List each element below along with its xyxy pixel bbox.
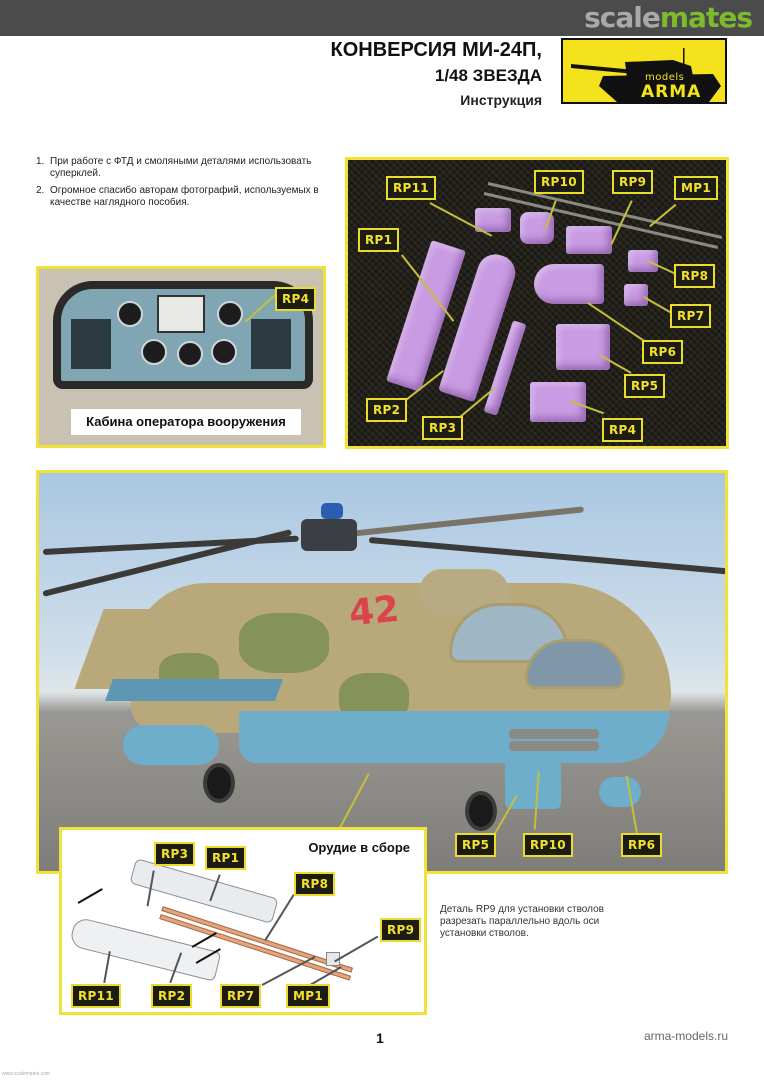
helicopter-photo: [36, 470, 728, 874]
cannon-barrel: [509, 729, 599, 739]
label-rp11: RP11: [386, 176, 436, 200]
label-rp4: RP4: [275, 287, 316, 311]
rotor-blade: [349, 506, 584, 537]
label-rp7: RP7: [220, 984, 261, 1008]
rotor-blade: [369, 537, 728, 574]
watermark-text: www.scalemates.com: [2, 1071, 51, 1077]
leader-line: [334, 936, 378, 962]
rotor-hub-cap: [321, 503, 343, 519]
gun-assembly-diagram: [59, 827, 427, 1015]
label-rp8: RP8: [674, 264, 715, 288]
rotor-hub: [301, 519, 357, 551]
label-rp8: RP8: [294, 872, 335, 896]
gauge-icon: [177, 341, 203, 367]
arma-models-logo: [561, 38, 727, 104]
note-item: [36, 185, 336, 209]
blue-underside: [239, 711, 669, 763]
note-number: 1.: [36, 156, 45, 167]
note-text: Огромное спасибо авторам фотографий, используемых в качестве наглядного пособия.: [50, 185, 319, 208]
gauge-icon: [141, 339, 167, 365]
part-rp9: [566, 226, 612, 254]
label-rp3: RP3: [422, 416, 463, 440]
website-link[interactable]: arma-models.ru: [643, 1029, 728, 1043]
page-number: 1: [376, 1030, 384, 1046]
note-number: 2.: [36, 185, 45, 196]
label-rp2: RP2: [366, 398, 407, 422]
leader-line: [103, 951, 110, 983]
logo-part-mates: mates: [659, 1, 752, 34]
label-rp6: RP6: [642, 340, 683, 364]
part-rp5: [556, 324, 610, 370]
page-title-block: [331, 38, 542, 110]
camo-patch: [239, 613, 329, 673]
label-mp1: MP1: [674, 176, 718, 200]
arrow-icon: [192, 932, 217, 947]
switch-panel: [71, 319, 111, 369]
cannon-barrel: [509, 741, 599, 751]
logo-models-text: models: [645, 72, 685, 83]
label-rp1: RP1: [358, 228, 399, 252]
logo-part-scale: scale: [584, 1, 660, 34]
label-rp5: RP5: [455, 833, 496, 857]
part-rp8: [628, 250, 658, 272]
part-rp1-housing: [129, 858, 278, 924]
logo-arma-text: ARMA: [641, 82, 702, 102]
label-rp10: RP10: [523, 833, 573, 857]
attitude-indicator: [157, 295, 205, 333]
landing-wheel: [465, 791, 497, 831]
switch-panel: [251, 319, 291, 369]
label-rp9: RP9: [380, 918, 421, 942]
landing-wheel: [203, 763, 235, 803]
label-rp3: RP3: [154, 842, 195, 866]
cockpit-caption: Кабина оператора вооружения: [71, 409, 301, 435]
note-item: [36, 156, 336, 180]
fuel-tank: [123, 725, 219, 765]
label-rp1: RP1: [205, 846, 246, 870]
instruction-notes: [36, 156, 336, 214]
label-rp6: RP6: [621, 833, 662, 857]
sensor-pod: [599, 777, 641, 807]
label-rp11: RP11: [71, 984, 121, 1008]
part-rp7: [624, 284, 648, 306]
label-rp7: RP7: [670, 304, 711, 328]
page-subtitle-scale: 1/48 ЗВЕЗДА: [434, 66, 542, 85]
arrow-icon: [78, 888, 103, 903]
rp9-cutting-note: Деталь RP9 для установки стволов разрезать параллельно вдоль оси установки стволов.: [440, 904, 604, 939]
tail-number: 42: [346, 588, 402, 635]
label-rp5: RP5: [624, 374, 665, 398]
page-subtitle-instructions: Инструкция: [460, 92, 542, 108]
label-rp10: RP10: [534, 170, 584, 194]
label-rp4: RP4: [602, 418, 643, 442]
site-header-bar: [0, 0, 764, 36]
resin-parts-photo: [345, 157, 729, 449]
note-text: При работе с ФТД и смоляными деталями использовать суперклей.: [50, 156, 312, 179]
cockpit-photo: [36, 266, 326, 448]
label-rp2: RP2: [151, 984, 192, 1008]
page-title: КОНВЕРСИЯ МИ-24П,: [330, 39, 542, 61]
scalemates-logo[interactable]: [584, 2, 752, 34]
gauge-icon: [211, 339, 237, 365]
label-rp9: RP9: [612, 170, 653, 194]
gun-assembly-title: Орудие в сборе: [308, 840, 410, 855]
stub-wing: [105, 679, 283, 701]
instrument-panel: [53, 281, 313, 389]
label-mp1: MP1: [286, 984, 330, 1008]
gauge-icon: [217, 301, 243, 327]
gauge-icon: [117, 301, 143, 327]
part-rp6: [534, 264, 604, 304]
